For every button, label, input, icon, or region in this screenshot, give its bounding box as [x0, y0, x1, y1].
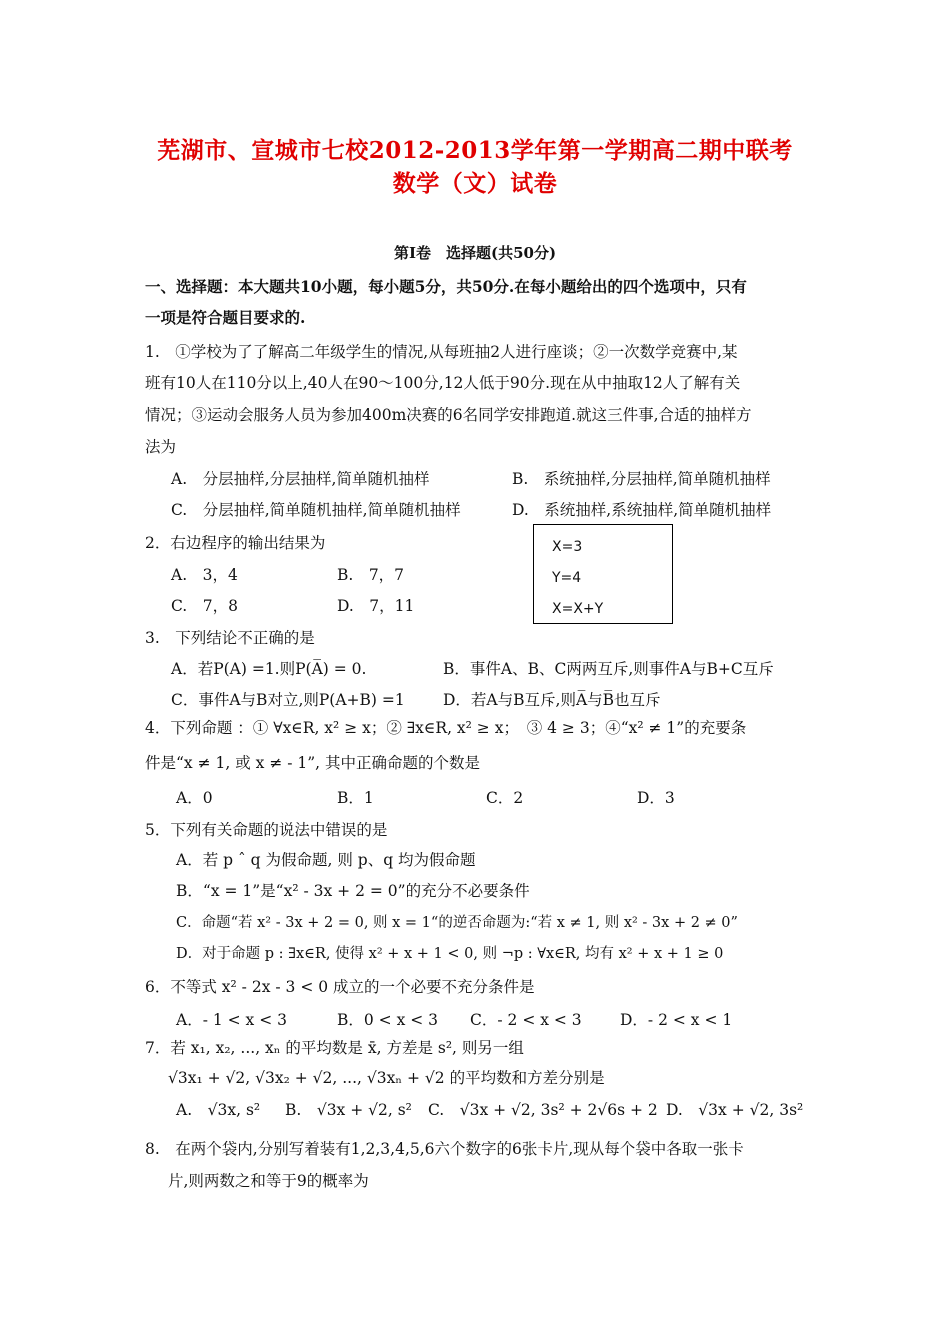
q3-option-b: B．事件A、B、C两两互斥,则事件A与B+C互斥 [443, 660, 774, 678]
program-line: Y=4 [552, 570, 582, 586]
q6-option-a: A．- 1 < x < 3 [176, 1011, 288, 1029]
q5-option-a: A．若 p ˆ q 为假命题, 则 p、q 均为假命题 [176, 851, 476, 869]
q5-option-b: B．“x = 1”是“x² - 3x + 2 = 0”的充分不必要条件 [176, 882, 530, 900]
q6-option-b: B．0 < x < 3 [337, 1011, 439, 1029]
q5-option-c: C．命题“若 x² - 3x + 2 = 0, 则 x = 1“的逆否命题为:“若 x ≠ 1, 则 x² - 3x + 2 ≠ 0” [176, 915, 738, 931]
q1-line4: 法为 [145, 438, 177, 456]
section-heading: 第I卷 选择题(共50分) [393, 244, 557, 262]
q2-stem: 2．右边程序的输出结果为 [145, 534, 326, 552]
q5-stem: 5．下列有关命题的说法中错误的是 [145, 821, 388, 839]
exam-title-line2: 数学（文）试卷 [392, 170, 558, 197]
q1-line1: 1. ①学校为了了解高二年级学生的情况,从每班抽2人进行座谈；②一次数学竞赛中,某 [145, 343, 738, 361]
q3-option-c: C．事件A与B对立,则P(A+B) =1 [171, 691, 405, 709]
q7-line1: 7．若 x₁, x₂, ..., xₙ 的平均数是 x̄, 方差是 s², 则另一组 [145, 1039, 524, 1057]
q1-option-c: C. 分层抽样,简单随机抽样,简单随机抽样 [171, 501, 461, 519]
q7-option-d: D. √3x + √2, 3s² [666, 1101, 804, 1119]
q1-line2: 班有10人在110分以上,40人在90～100分,12人低于90分.现在从中抽取12人了解有关 [145, 374, 741, 392]
q8-line1: 8. 在两个袋内,分别写着装有1,2,3,4,5,6六个数字的6张卡片,现从每个袋中各取一张卡 [145, 1140, 744, 1158]
q2-option-d: D. 7，11 [337, 597, 415, 615]
program-line: X=3 [552, 539, 583, 555]
q8-line2: 片,则两数之和等于9的概率为 [168, 1172, 369, 1190]
q2-option-a: A. 3，4 [171, 566, 238, 584]
q4-option-b: B．1 [337, 789, 374, 807]
q7-option-c: C. √3x + √2, 3s² + 2√6s + 2 [428, 1101, 658, 1119]
q7-option-a: A. √3x, s² [176, 1101, 261, 1119]
q1-option-b: B. 系统抽样,分层抽样,简单随机抽样 [512, 470, 771, 488]
instruction-line1: 一、选择题：本大题共10小题，每小题5分，共50分.在每小题给出的四个选项中，只有 [145, 277, 747, 296]
q6-stem: 6．不等式 x² - 2x - 3 < 0 成立的一个必要不充分条件是 [145, 978, 535, 996]
q6-option-d: D．- 2 < x < 1 [620, 1011, 733, 1029]
program-line: X=X+Y [552, 601, 604, 617]
q4-line1: 4．下列命题 ：① ∀x∈R, x² ≥ x；② ∃x∈R, x² ≥ x； ③ 4 ≥ 3；④“x² ≠ 1”的充要条 [145, 719, 747, 737]
q6-option-c: C．- 2 < x < 3 [470, 1011, 582, 1029]
q2-option-c: C. 7，8 [171, 597, 238, 615]
q1-line3: 情况；③运动会服务人员为参加400m决赛的6名同学安排跑道.就这三件事,合适的抽样方 [145, 406, 752, 424]
q4-option-d: D．3 [637, 789, 675, 807]
q3-option-d: D．若A与B互斥,则A̅与B̅也互斥 [443, 691, 661, 709]
q5-option-d: D．对于命题 p : ∃x∈R, 使得 x² + x + 1 < 0, 则 ¬p : ∀x∈R, 均有 x² + x + 1 ≥ 0 [176, 946, 724, 962]
program-box [533, 524, 673, 624]
q1-option-d: D. 系统抽样,系统抽样,简单随机抽样 [512, 501, 772, 519]
q4-line2: 件是“x ≠ 1, 或 x ≠ - 1”, 其中正确命题的个数是 [145, 754, 481, 772]
q2-option-b: B. 7，7 [337, 566, 405, 584]
exam-title-line1: 芜湖市、宣城市七校2012-2013学年第一学期高二期中联考 [157, 137, 793, 164]
q3-option-a: A．若P(A) =1.则P(A̅) = 0. [171, 660, 367, 678]
q7-line2: √3x₁ + √2, √3x₂ + √2, ..., √3xₙ + √2 的平均数和方差分别是 [168, 1069, 605, 1087]
q7-option-b: B. √3x + √2, s² [285, 1101, 412, 1119]
q1-option-a: A. 分层抽样,分层抽样,简单随机抽样 [171, 470, 430, 488]
q4-option-c: C．2 [486, 789, 524, 807]
instruction-line2: 一项是符合题目要求的. [145, 308, 306, 327]
q4-option-a: A．0 [176, 789, 213, 807]
q3-stem: 3. 下列结论不正确的是 [145, 629, 315, 647]
